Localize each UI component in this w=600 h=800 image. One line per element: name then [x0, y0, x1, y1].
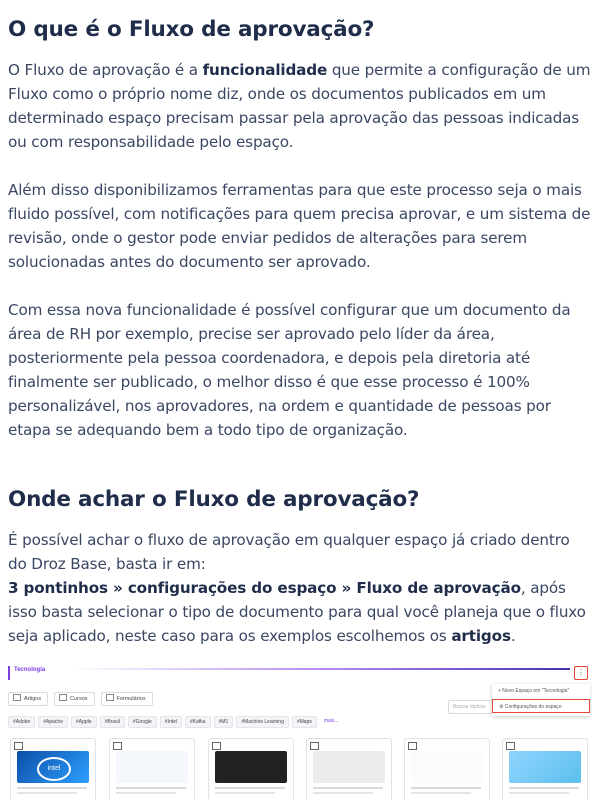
- card-text-line: [215, 792, 275, 794]
- tag-item[interactable]: #Brasil: [100, 716, 125, 728]
- courses-icon: [59, 694, 67, 701]
- bold-text: funcionalidade: [202, 61, 328, 79]
- article-card[interactable]: [109, 738, 195, 800]
- card-thumbnail: [116, 751, 188, 783]
- document-icon: [14, 742, 23, 750]
- three-dots-button[interactable]: ⋮: [574, 666, 588, 680]
- chip-articles[interactable]: [8, 692, 48, 706]
- card-thumbnail-intel: [17, 751, 89, 783]
- document-icon: [408, 742, 417, 750]
- tag-item[interactable]: #Maps: [292, 716, 317, 728]
- paragraph-path: [8, 576, 592, 648]
- intel-logo: intel: [37, 757, 71, 781]
- section-heading-what-is: O que é o Fluxo de aprovação?: [8, 17, 375, 42]
- bold-path: 3 pontinhos » configurações do espaço » Fluxo de aprovação: [8, 579, 521, 597]
- text: , após isso basta selecionar o tipo de documento para qual você planeja que o fluxo seja aplicado, neste caso para os exemplos escolhemos os: [8, 579, 586, 645]
- card-text-line: [411, 792, 471, 794]
- card-text-line: [313, 787, 383, 789]
- space-header: [8, 666, 570, 680]
- menu-item-space-settings[interactable]: ⚙ Configurações do espaço: [492, 699, 590, 713]
- chip-forms[interactable]: [101, 692, 153, 706]
- tag-item[interactable]: #M1: [214, 716, 234, 728]
- tag-item[interactable]: #Google: [128, 716, 157, 728]
- card-text-line: [17, 792, 77, 794]
- card-thumbnail: [509, 751, 581, 783]
- text: que permite a configuração de um Fluxo como o próprio nome diz, onde os documentos publicados em um determinado espaço precisam passar pela aprovação das pessoas indicadas ou com responsabilidade pelo espaço.: [8, 61, 591, 151]
- chip-label: Formulários: [116, 696, 146, 702]
- card-thumbnail: [313, 751, 385, 783]
- forms-icon: [106, 694, 114, 701]
- card-text-line: [509, 792, 569, 794]
- text: O Fluxo de aprovação é a: [8, 61, 203, 79]
- card-text-line: [17, 787, 87, 789]
- document-icon: [506, 742, 515, 750]
- article-card[interactable]: [404, 738, 490, 800]
- menu-item-new-space[interactable]: + Novo Espaço em "Tecnologia": [498, 688, 570, 694]
- document-icon: [113, 742, 122, 750]
- tag-item[interactable]: #Adobe: [8, 716, 35, 728]
- document-icon: [310, 742, 319, 750]
- section-heading-where: Onde achar o Fluxo de aprovação?: [8, 487, 420, 512]
- article-card[interactable]: [502, 738, 588, 800]
- content-type-chips: [8, 692, 153, 706]
- article-card[interactable]: [10, 738, 96, 800]
- card-thumbnail: [215, 751, 287, 783]
- tags-more-link[interactable]: mais...: [323, 718, 339, 724]
- tag-item[interactable]: #Kafka: [185, 716, 211, 728]
- tag-item[interactable]: #Apple: [71, 716, 97, 728]
- articles-icon: [13, 694, 21, 701]
- space-options-menu: [492, 684, 590, 716]
- article-content: [0, 16, 600, 648]
- paragraph-intro: [8, 58, 592, 154]
- paragraph-tools: Além disso disponibilizamos ferramentas para que este processo seja o mais fluido possível, com notificações para quem precisa aprovar, e um sistema de revisão, onde o gestor pode enviar pedidos de alterações para serem solucionadas antes do documento ser aprovado.: [8, 181, 591, 271]
- card-text-line: [215, 787, 285, 789]
- chip-label: Artigos: [24, 696, 42, 702]
- article-card[interactable]: [306, 738, 392, 800]
- bold-articles: artigos: [451, 627, 511, 645]
- space-title: Tecnologia: [14, 667, 46, 673]
- card-text-line: [411, 787, 481, 789]
- embedded-screenshot: [8, 662, 592, 800]
- search-input[interactable]: Buscar tópicos: [448, 700, 504, 714]
- tag-item[interactable]: #Machine Learning: [236, 716, 289, 728]
- article-card[interactable]: [208, 738, 294, 800]
- card-text-line: [313, 792, 373, 794]
- text: .: [510, 627, 516, 645]
- tag-item[interactable]: #Intel: [160, 716, 182, 728]
- card-thumbnail: [411, 751, 483, 783]
- card-text-line: [509, 787, 579, 789]
- header-gradient-line: [70, 668, 570, 670]
- paragraph-where: É possível achar o fluxo de aprovação em qualquer espaço já criado dentro do Droz Base, basta ir em:: [8, 531, 570, 573]
- article-cards: [8, 738, 592, 800]
- card-text-line: [116, 787, 186, 789]
- tag-list: [8, 716, 343, 728]
- chip-label: Cursos: [70, 696, 88, 702]
- paragraph-example: Com essa nova funcionalidade é possível configurar que um documento da área de RH por exemplo, precise ser aprovado pelo líder da área, posteriormente pela pessoa coordenadora, e depois pela diretoria até finalmente ser publicado, o melhor disso é que esse processo é 100% personalizável, nos aprovadores, na ordem e quantidade de pessoas por etapa se adequando bem a todo tipo de organização.: [8, 301, 571, 439]
- document-icon: [212, 742, 221, 750]
- tag-item[interactable]: #Apache: [38, 716, 68, 728]
- chip-courses[interactable]: [54, 692, 94, 706]
- card-text-line: [116, 792, 176, 794]
